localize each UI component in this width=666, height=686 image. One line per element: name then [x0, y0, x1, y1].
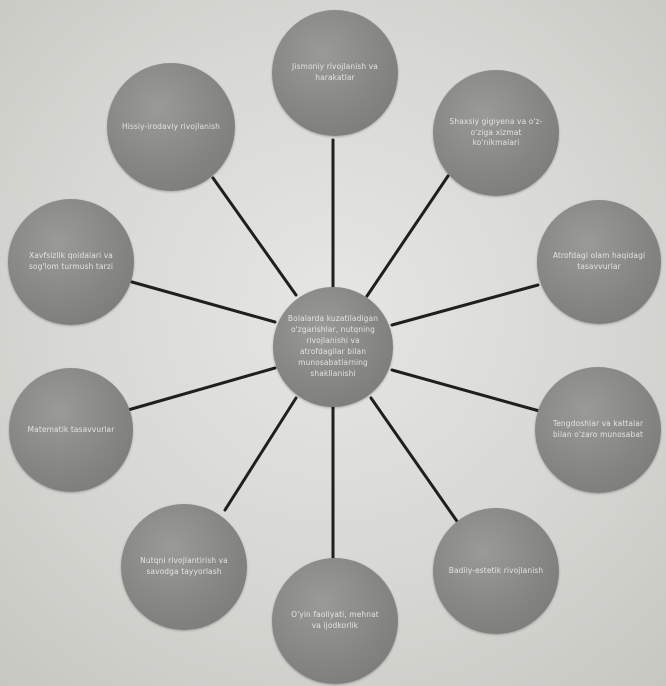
node-right-lower: [535, 367, 661, 493]
node-top-right: [433, 70, 559, 196]
connector-right-lower: [392, 370, 543, 412]
node-right-upper-label: Atrofdagi olam haqidagi tasavvurlar: [552, 251, 646, 271]
node-right-upper: [537, 200, 661, 324]
connector-bottom-left: [225, 398, 296, 510]
node-left-lower-label: Matematik tasavvurlar: [27, 424, 115, 434]
node-left-upper-label: Xavfsizlik qoidalari va sog'lom turmush tarzi: [28, 251, 114, 271]
node-bottom-right-label: Badiiy-estetik rivojlanish: [448, 565, 544, 575]
node-top-left: [107, 63, 235, 191]
node-top-label: Jismoniy rivojlanish va harakatlar: [292, 62, 378, 82]
node-left-lower: [9, 368, 133, 492]
connector-bottom-right: [371, 398, 461, 527]
node-right-lower-label: Tengdoshlar va kattalar bilan o'zaro munosabat: [552, 419, 644, 439]
center-node-label: Bolalarda kuzatiladigan o'zgarishlar, nutqning rivojlanishi va atrofdagilar bilan munosabatlarning shakllanishi: [287, 314, 379, 378]
connector-left-lower: [128, 368, 275, 410]
node-bottom-left-label: Nutqni rivojlantirish va savodga tayyorlash: [140, 556, 228, 576]
node-bottom: [272, 558, 398, 684]
connector-right-upper: [392, 285, 538, 325]
connector-top-right: [367, 176, 448, 296]
connector-left-upper: [132, 282, 275, 322]
node-top-right-label: Shaxsiy gigiyena va o'z-o'ziga xizmat ko'nikmalari: [449, 116, 543, 148]
center-node: [273, 287, 393, 407]
node-top-left-label: Hissiy-irodaviy rivojlanish: [121, 121, 221, 131]
connector-top-left: [213, 178, 296, 295]
node-top: [272, 10, 398, 136]
node-bottom-label: O'yin faoliyati, mehnat va ijodkorlik: [291, 610, 379, 630]
node-left-upper: [8, 199, 134, 325]
node-bottom-right: [433, 508, 559, 634]
node-bottom-left: [121, 504, 247, 630]
